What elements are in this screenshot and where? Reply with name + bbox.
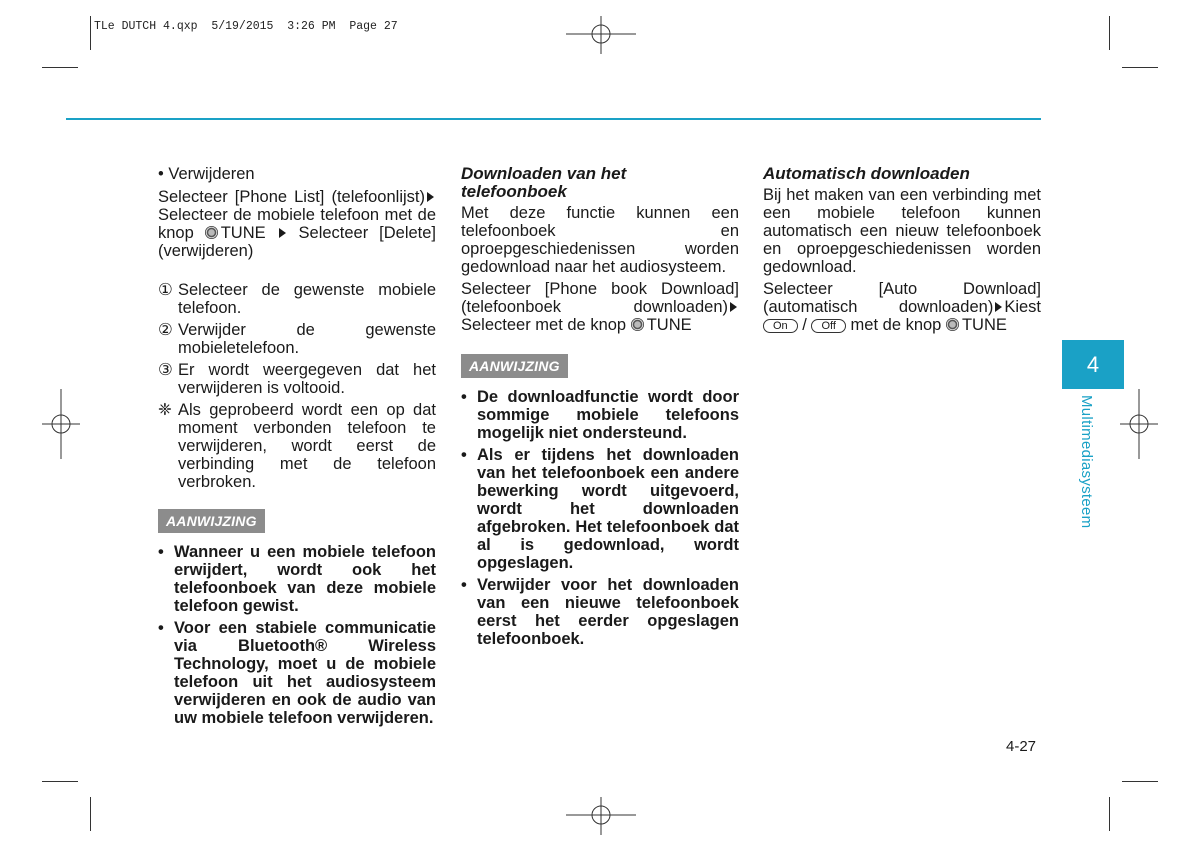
arrow-right-icon (995, 302, 1002, 312)
note-list (461, 388, 739, 648)
note-box (461, 354, 739, 648)
registration-mark-left (42, 389, 80, 459)
step-list (158, 281, 436, 491)
section-heading: Downloaden van het telefoonboek (461, 164, 627, 201)
registration-mark-right (1120, 389, 1158, 459)
step-item: ① Selecteer de gewenste mobiele telefoon. (158, 281, 436, 317)
note-badge: AANWIJZING (461, 354, 568, 378)
header-rule (66, 118, 1041, 120)
chapter-tab: 4 (1062, 340, 1124, 389)
download-instructions: Selecteer [Phone book Download] (telefoonboek downloaden) Selecteer met de knop TUNE (461, 280, 739, 334)
note-item: • Voor een stabiele communicatie via Bluetooth® Wireless Technology, moet u de mobiele telefoon uit het audiosysteem verwijderen en ook de audio van uw mobiele telefoon verwijderen. (158, 619, 436, 727)
step-item: ② Verwijder de gewenste mobieletelefoon. (158, 321, 436, 357)
note-item: • Verwijder voor het downloaden van een nieuwe telefoonboek eerst het eerder opgeslagen telefoonboek. (461, 576, 739, 648)
bullet-dot: • (158, 165, 164, 183)
arrow-right-icon (730, 302, 737, 312)
crop-mark (42, 781, 78, 782)
tune-knob-icon (631, 318, 644, 331)
tune-knob-icon (205, 226, 218, 239)
tune-knob-icon (946, 318, 959, 331)
crop-mark (1122, 67, 1158, 68)
note-box (158, 509, 436, 727)
crop-mark (1109, 16, 1110, 50)
note-list (158, 543, 436, 727)
crop-mark (1109, 797, 1110, 831)
paragraph: Bij het maken van een verbinding met een mobiele telefoon kunnen automatisch een nieuw telefoonboek en oproepgeschiedenissen worden gedownload. (763, 186, 1041, 276)
section-item-title (158, 165, 436, 183)
print-slug: TLe DUTCH 4.qxp 5/19/2015 3:26 PM Page 27 (94, 20, 398, 33)
registration-mark-top (566, 16, 636, 54)
arrow-right-icon (279, 228, 286, 238)
section-heading: Automatisch downloaden (763, 164, 970, 183)
delete-instructions: Selecteer [Phone List] (telefoonlijst)Selecteer de mobiele telefoon met de knop TUNE Selecteer [Delete] (verwijderen) (158, 188, 437, 260)
auto-download-instructions: Selecteer [Auto Download] (automatisch downloaden) Kiest On / Off met de knop TUNE (763, 280, 1041, 334)
column-delete (158, 165, 436, 727)
crop-mark (90, 16, 91, 50)
crop-mark (90, 797, 91, 831)
note-badge: AANWIJZING (158, 509, 265, 533)
note-item: • De downloadfunctie wordt door sommige mobiele telefoons mogelijk niet ondersteund. (461, 388, 739, 442)
off-key-icon: Off (811, 319, 845, 333)
crop-mark (42, 67, 78, 68)
step-item: ❈ Als geprobeerd wordt een op dat moment verbonden telefoon te verwijderen, wordt eerst de verbinding met de telefoon verbroken. (158, 401, 436, 491)
step-item: ③ Er wordt weergegeven dat het verwijderen is voltooid. (158, 361, 436, 397)
on-key-icon: On (763, 319, 798, 333)
page-number: 4-27 (1006, 738, 1037, 755)
crop-mark (1122, 781, 1158, 782)
note-item: • Als er tijdens het downloaden van het telefoonboek een andere bewerking wordt uitgevoerd, wordt het downloaden afgebroken. Het telefoonboek dat al is gedownload, wordt opgeslagen. (461, 446, 739, 572)
item-title: Verwijderen (168, 165, 255, 183)
note-item: • Wanneer u een mobiele telefoon erwijdert, wordt ook het telefoonboek van deze mobiele telefoon gewist. (158, 543, 436, 615)
chapter-name: Multimediasysteem (1078, 395, 1095, 529)
paragraph: Met deze functie kunnen een telefoonboek en oproepgeschiedenissen worden gedownload naar het audiosysteem. (461, 204, 739, 276)
registration-mark-bottom (566, 797, 636, 835)
arrow-right-icon (427, 192, 434, 202)
column-phonebook-download (461, 165, 739, 648)
column-auto-download (763, 165, 1041, 334)
